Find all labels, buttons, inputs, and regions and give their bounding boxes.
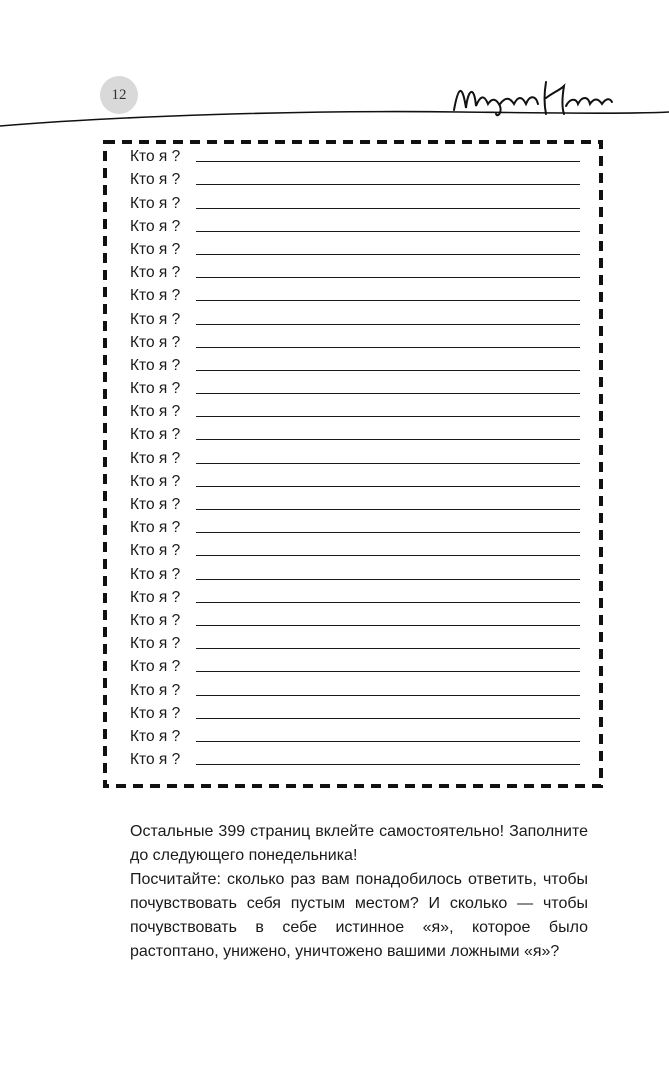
answer-line (196, 369, 580, 371)
worksheet-prompt: Кто я ? (130, 449, 181, 467)
answer-line (196, 694, 580, 696)
answer-line (196, 207, 580, 209)
worksheet-prompt: Кто я ? (130, 588, 181, 606)
worksheet-prompt: Кто я ? (130, 658, 181, 676)
worksheet-prompt: Кто я ? (130, 519, 181, 537)
worksheet-prompt: Кто я ? (130, 148, 181, 166)
paragraph: Посчитайте: сколько раз вам понадобилось ответить, чтобы почувствовать себя пустым местом? И сколько — чтобы почувствовать в себе истинное «я», которое было растоптано, унижено, уничтожено вашими ложными «я»? (130, 871, 588, 960)
answer-line (196, 531, 580, 533)
worksheet-prompt: Кто я ? (130, 217, 181, 235)
worksheet-row (130, 560, 580, 583)
answer-line (196, 299, 580, 301)
answer-line (196, 415, 580, 417)
answer-line (196, 346, 580, 348)
worksheet-row (130, 398, 580, 421)
worksheet-row (130, 537, 580, 560)
answer-line (196, 253, 580, 255)
worksheet-prompt: Кто я ? (130, 426, 181, 444)
answer-line (196, 624, 580, 626)
worksheet-prompt: Кто я ? (130, 171, 181, 189)
worksheet-row (130, 723, 580, 746)
worksheet-prompt: Кто я ? (130, 681, 181, 699)
answer-line (196, 392, 580, 394)
answer-line (196, 276, 580, 278)
worksheet-prompt: Кто я ? (130, 635, 181, 653)
worksheet-row (130, 607, 580, 630)
paragraph: Остальные 399 страниц вклейте самостоятельно! Заполните до следующего понедельника! (130, 823, 588, 864)
worksheet-prompt: Кто я ? (130, 194, 181, 212)
worksheet-prompt: Кто я ? (130, 403, 181, 421)
worksheet-prompt: Кто я ? (130, 751, 181, 769)
answer-line (196, 438, 580, 440)
worksheet-prompt: Кто я ? (130, 356, 181, 374)
answer-line (196, 183, 580, 185)
worksheet-lines (130, 143, 580, 769)
answer-line (196, 485, 580, 487)
header-rule (0, 104, 669, 130)
worksheet-row (130, 143, 580, 166)
worksheet-row (130, 746, 580, 769)
answer-line (196, 554, 580, 556)
worksheet-prompt: Кто я ? (130, 380, 181, 398)
worksheet-prompt: Кто я ? (130, 333, 181, 351)
worksheet-row (130, 444, 580, 467)
worksheet-row (130, 166, 580, 189)
worksheet-row (130, 282, 580, 305)
answer-line (196, 763, 580, 765)
worksheet-prompt: Кто я ? (130, 542, 181, 560)
worksheet-row (130, 189, 580, 212)
answer-line (196, 323, 580, 325)
answer-line (196, 462, 580, 464)
worksheet-prompt: Кто я ? (130, 240, 181, 258)
worksheet-prompt: Кто я ? (130, 472, 181, 490)
answer-line (196, 601, 580, 603)
answer-line (196, 508, 580, 510)
worksheet-row (130, 375, 580, 398)
worksheet-row (130, 491, 580, 514)
worksheet-row (130, 329, 580, 352)
answer-line (196, 160, 580, 162)
worksheet-prompt: Кто я ? (130, 727, 181, 745)
body-text (130, 820, 588, 964)
worksheet-row (130, 584, 580, 607)
answer-line (196, 717, 580, 719)
worksheet-row (130, 630, 580, 653)
page-number: 12 (100, 76, 138, 114)
worksheet-prompt: Кто я ? (130, 611, 181, 629)
answer-line (196, 647, 580, 649)
answer-line (196, 578, 580, 580)
worksheet-row (130, 352, 580, 375)
worksheet-row (130, 305, 580, 328)
worksheet-prompt: Кто я ? (130, 264, 181, 282)
worksheet-prompt: Кто я ? (130, 496, 181, 513)
worksheet-prompt: Кто я ? (130, 310, 181, 328)
worksheet-row (130, 236, 580, 259)
worksheet-row (130, 213, 580, 236)
worksheet-row (130, 514, 580, 537)
answer-line (196, 740, 580, 742)
worksheet-prompt: Кто я ? (130, 704, 181, 722)
answer-line (196, 670, 580, 672)
worksheet-row (130, 421, 580, 444)
worksheet-row (130, 653, 580, 676)
worksheet-row (130, 259, 580, 282)
worksheet-prompt: Кто я ? (130, 565, 181, 583)
worksheet-row (130, 700, 580, 723)
answer-line (196, 230, 580, 232)
worksheet-row (130, 468, 580, 491)
worksheet-row (130, 676, 580, 699)
worksheet-prompt: Кто я ? (130, 287, 181, 305)
